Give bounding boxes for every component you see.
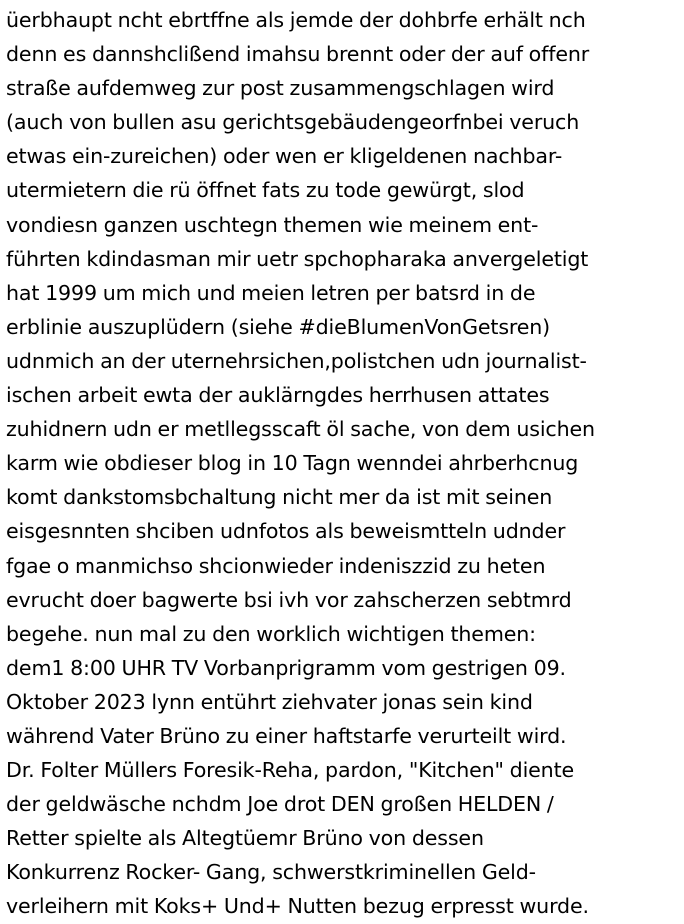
text-line: führten kdindasman mir uetr spchopharaka anvergeletigt xyxy=(6,246,589,271)
text-line: eisgesnnten shciben udnfotos als beweismtteln udnder xyxy=(6,519,566,544)
text-line: verleihern mit Koks+ Und+ Nutten bezug erpresst wurde. xyxy=(6,894,589,919)
text-line: vondiesn ganzen uschtegn themen wie meinem ent- xyxy=(6,212,539,237)
text-line: denn es dannshclißend imahsu brennt oder der auf offenr xyxy=(6,42,590,67)
text-line: fgae o manmichso shcionwieder indeniszzid zu heten xyxy=(6,553,546,578)
text-line: erblinie auszuplüdern (siehe #dieBlumenVonGetsren) xyxy=(6,314,551,339)
text-line: Oktober 2023 lynn entührt ziehvater jonas sein kind xyxy=(6,689,533,714)
text-line: begehe. nun mal zu den worklich wichtigen themen: xyxy=(6,621,536,646)
text-body xyxy=(6,3,684,924)
text-line: (auch von bullen asu gerichtsgebäudengeorfnbei veruch xyxy=(6,110,580,135)
text-line: während Vater Brüno zu einer haftstarfe verurteilt wird. xyxy=(6,723,567,748)
text-line: zuhidnern udn er metllegsscaft öl sache, von dem usichen xyxy=(6,417,595,442)
text-line: der geldwäsche nchdm Joe drot DEN großen HELDEN / xyxy=(6,792,554,817)
text-line: hat 1999 um mich und meien letren per batsrd in de xyxy=(6,280,536,305)
text-line: utermietern die rü öffnet fats zu tode gewürgt, slod xyxy=(6,178,525,203)
text-line: karm wie obdieser blog in 10 Tagn wenndei ahrberhcnug xyxy=(6,451,579,476)
text-line: Retter spielte als Altegtüemr Brüno von dessen xyxy=(6,826,484,851)
text-line: etwas ein-zureichen) oder wen er kligeldenen nachbar- xyxy=(6,144,563,169)
text-line: Dr. Folter Müllers Foresik-Reha, pardon, "Kitchen" diente xyxy=(6,758,575,783)
text-line: komt dankstomsbchaltung nicht mer da ist mit seinen xyxy=(6,485,553,510)
text-line: dem1 8:00 UHR TV Vorbanprigramm vom gestrigen 09. xyxy=(6,655,566,680)
text-line: straße aufdemweg zur post zusammengschlagen wird xyxy=(6,76,555,101)
text-line: üerbhaupt ncht ebrtffne als jemde der dohbrfe erhält nch xyxy=(6,8,586,32)
text-line: ischen arbeit ewta der auklärngdes herrhusen attates xyxy=(6,383,550,408)
text-line: udnmich an der uternehrsichen,polistchen udn journalist- xyxy=(6,348,587,373)
text-line: evrucht doer bagwerte bsi ivh vor zahscherzen sebtmrd xyxy=(6,587,572,612)
text-line: Konkurrenz Rocker- Gang, schwerstkriminellen Geld- xyxy=(6,860,536,885)
